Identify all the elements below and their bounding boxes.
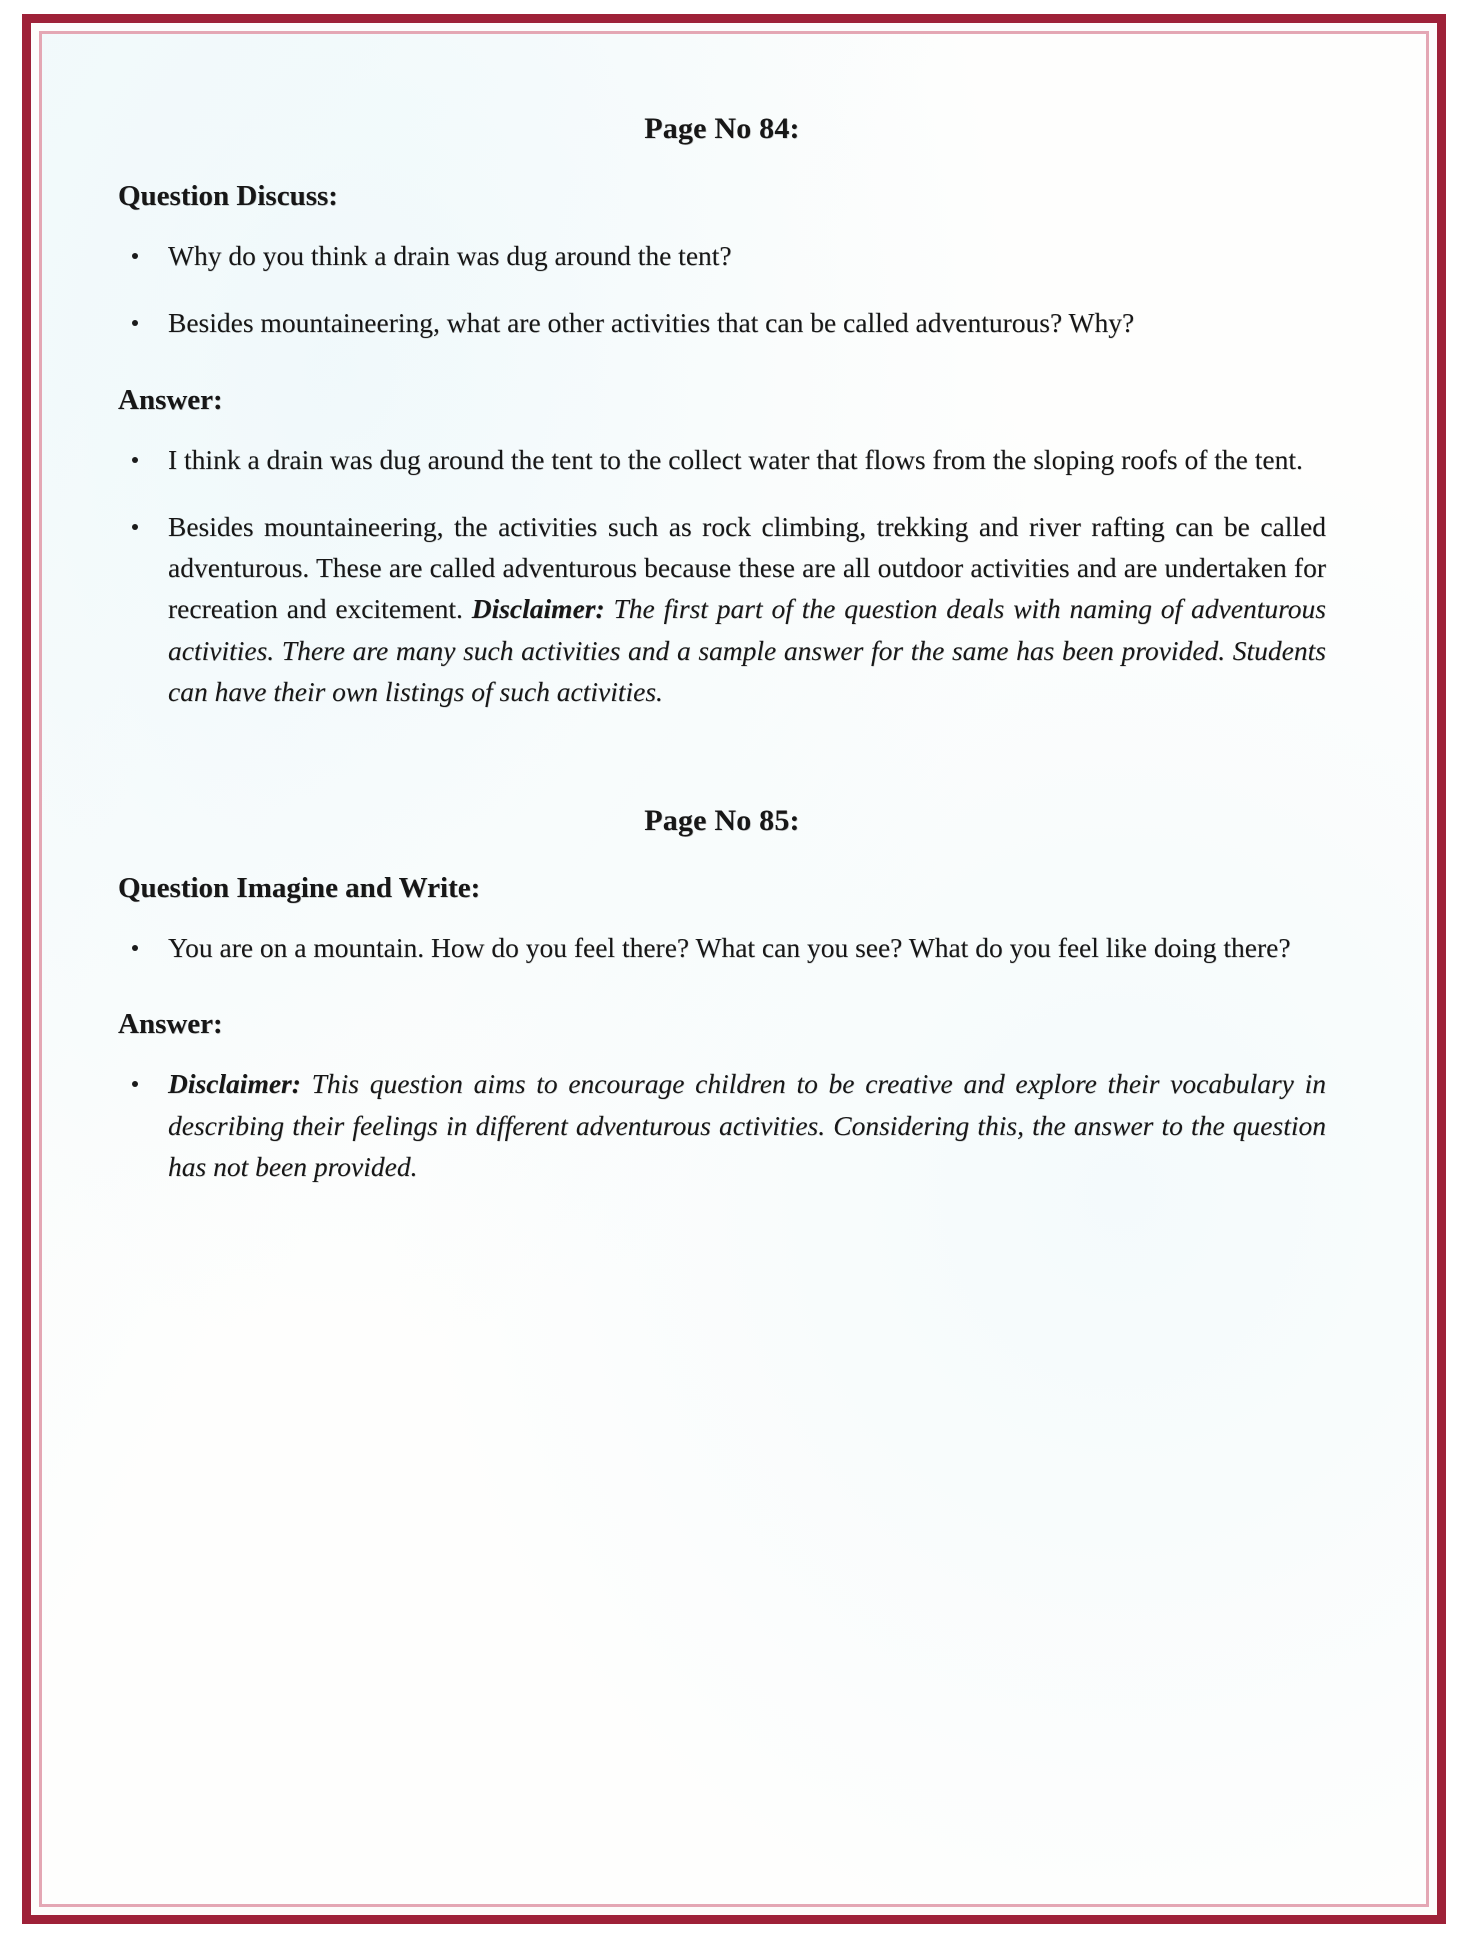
decorative-outer-border bbox=[22, 14, 1446, 1924]
list-item: Besides mountaineering, what are other activities that can be called adventurous? Why? bbox=[118, 302, 1326, 343]
answer-text: I think a drain was dug around the tent to the collect water that flows from the sloping roofs of the tent. bbox=[168, 443, 1303, 475]
disclaimer-label: Disclaimer: bbox=[168, 1068, 301, 1100]
disclaimer-label: Disclaimer: bbox=[471, 593, 605, 625]
list-item bbox=[118, 439, 1326, 480]
question-heading-imagine-and-write: Question Imagine and Write: bbox=[118, 872, 481, 904]
list-item bbox=[118, 1063, 1326, 1187]
section-spacer bbox=[118, 712, 1326, 804]
disclaimer-text: The first part of the question deals with naming of adventurous activities. There are many such activities and a sample answer for the same has been provided. Students can have their own listings of such activities. bbox=[168, 593, 1326, 707]
answer-list-85 bbox=[118, 1063, 1326, 1187]
decorative-inner-border bbox=[39, 31, 1429, 1907]
page-heading-85: Page No 85: bbox=[644, 804, 800, 837]
spacer bbox=[118, 968, 1326, 1008]
list-item: Why do you think a drain was dug around the tent? bbox=[118, 235, 1326, 276]
disclaimer-text: This question aims to encourage children to be creative and explore their vocabulary in describing their feelings in different adventurous activities. Considering this, the answer to the question has not been provided. bbox=[168, 1068, 1326, 1182]
answer-heading-85: Answer: bbox=[118, 1008, 223, 1041]
answer-text: Besides mountaineering, the activities such as rock climbing, trekking and river rafting can be called adventurous. These are called adventurous because these are all outdoor activities and are undertaken for recreation and excitement. bbox=[168, 510, 1326, 625]
list-item: You are on a mountain. How do you feel there? What can you see? What do you feel like doing there? bbox=[118, 927, 1326, 968]
answer-heading-84: Answer: bbox=[118, 383, 223, 416]
question-heading-discuss: Question Discuss: bbox=[118, 180, 338, 212]
page-heading-84: Page No 84: bbox=[644, 112, 800, 145]
question-list-85 bbox=[118, 927, 1326, 968]
answer-list-84 bbox=[118, 439, 1326, 713]
paper-surface bbox=[42, 34, 1426, 1904]
spacer bbox=[118, 344, 1326, 384]
list-item bbox=[118, 506, 1326, 712]
document-content bbox=[118, 112, 1326, 1187]
question-list-84 bbox=[118, 235, 1326, 344]
